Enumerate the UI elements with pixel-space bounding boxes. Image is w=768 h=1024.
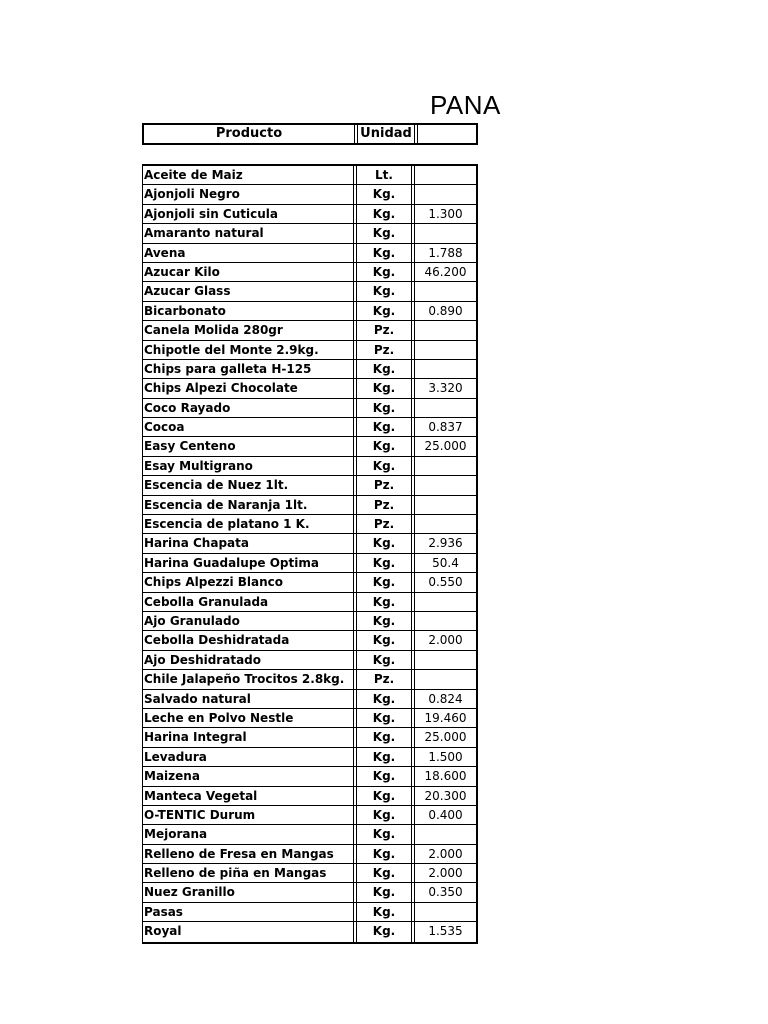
table-row xyxy=(143,806,476,825)
table-row xyxy=(143,670,476,689)
cell-unidad: Pz. xyxy=(356,321,412,339)
cell-unidad: Kg. xyxy=(356,651,412,669)
table-row xyxy=(143,612,476,631)
cell-cantidad xyxy=(414,341,476,359)
cell-unidad: Kg. xyxy=(356,787,412,805)
cell-cantidad xyxy=(414,825,476,843)
cell-unidad: Pz. xyxy=(356,496,412,514)
cell-unidad: Kg. xyxy=(356,457,412,475)
cell-cantidad: 3.320 xyxy=(414,379,476,397)
cell-unidad: Kg. xyxy=(356,360,412,378)
cell-producto: Escencia de Nuez 1lt. xyxy=(143,476,354,494)
table-row xyxy=(143,302,476,321)
cell-unidad: Pz. xyxy=(356,515,412,533)
cell-cantidad: 1.300 xyxy=(414,205,476,223)
table-row xyxy=(143,593,476,612)
cell-producto: Ajonjoli Negro xyxy=(143,185,354,203)
cell-producto: O-TENTIC Durum xyxy=(143,806,354,824)
table-row xyxy=(143,166,476,185)
table-row xyxy=(143,341,476,360)
table-row xyxy=(143,845,476,864)
table-row xyxy=(143,573,476,592)
cell-producto: Ajo Deshidratado xyxy=(143,651,354,669)
header-producto: Producto xyxy=(144,125,355,143)
cell-producto: Leche en Polvo Nestle xyxy=(143,709,354,727)
cell-cantidad: 2.000 xyxy=(414,631,476,649)
cell-producto: Bicarbonato xyxy=(143,302,354,320)
cell-cantidad xyxy=(414,593,476,611)
page-title: PANA xyxy=(430,90,501,120)
cell-cantidad: 0.837 xyxy=(414,418,476,436)
cell-producto: Amaranto natural xyxy=(143,224,354,242)
cell-producto: Royal xyxy=(143,922,354,941)
table-header xyxy=(142,123,478,145)
cell-unidad: Kg. xyxy=(356,612,412,630)
cell-unidad: Pz. xyxy=(356,670,412,688)
cell-producto: Chipotle del Monte 2.9kg. xyxy=(143,341,354,359)
cell-unidad: Kg. xyxy=(356,573,412,591)
cell-cantidad: 1.535 xyxy=(414,922,476,941)
cell-cantidad: 0.350 xyxy=(414,883,476,901)
cell-cantidad xyxy=(414,496,476,514)
cell-producto: Chips Alpezzi Blanco xyxy=(143,573,354,591)
cell-unidad: Kg. xyxy=(356,399,412,417)
cell-unidad: Kg. xyxy=(356,534,412,552)
cell-unidad: Kg. xyxy=(356,302,412,320)
cell-cantidad: 1.788 xyxy=(414,244,476,262)
table-row xyxy=(143,418,476,437)
cell-unidad: Kg. xyxy=(356,806,412,824)
cell-unidad: Kg. xyxy=(356,205,412,223)
cell-producto: Cebolla Deshidratada xyxy=(143,631,354,649)
table-row xyxy=(143,748,476,767)
cell-unidad: Kg. xyxy=(356,282,412,300)
cell-unidad: Kg. xyxy=(356,845,412,863)
cell-producto: Cebolla Granulada xyxy=(143,593,354,611)
cell-unidad: Kg. xyxy=(356,244,412,262)
cell-producto: Maizena xyxy=(143,767,354,785)
cell-unidad: Kg. xyxy=(356,224,412,242)
table-row xyxy=(143,825,476,844)
cell-producto: Salvado natural xyxy=(143,690,354,708)
table-row xyxy=(143,554,476,573)
cell-cantidad xyxy=(414,515,476,533)
cell-cantidad: 2.000 xyxy=(414,864,476,882)
table-row xyxy=(143,534,476,553)
cell-unidad: Kg. xyxy=(356,593,412,611)
cell-unidad: Kg. xyxy=(356,554,412,572)
cell-unidad: Kg. xyxy=(356,437,412,455)
cell-cantidad: 2.000 xyxy=(414,845,476,863)
table-row xyxy=(143,263,476,282)
cell-producto: Manteca Vegetal xyxy=(143,787,354,805)
cell-producto: Cocoa xyxy=(143,418,354,436)
header-unidad: Unidad xyxy=(357,125,415,143)
cell-cantidad: 0.550 xyxy=(414,573,476,591)
cell-cantidad: 2.936 xyxy=(414,534,476,552)
table-row xyxy=(143,205,476,224)
cell-producto: Harina Chapata xyxy=(143,534,354,552)
cell-unidad: Lt. xyxy=(356,166,412,184)
table-row xyxy=(143,728,476,747)
cell-cantidad xyxy=(414,282,476,300)
cell-producto: Harina Integral xyxy=(143,728,354,746)
cell-producto: Aceite de Maiz xyxy=(143,166,354,184)
cell-cantidad xyxy=(414,670,476,688)
cell-producto: Harina Guadalupe Optima xyxy=(143,554,354,572)
table-row xyxy=(143,224,476,243)
cell-cantidad: 0.824 xyxy=(414,690,476,708)
cell-unidad: Pz. xyxy=(356,341,412,359)
cell-producto: Esay Multigrano xyxy=(143,457,354,475)
table-row xyxy=(143,282,476,301)
table-row xyxy=(143,496,476,515)
cell-unidad: Kg. xyxy=(356,864,412,882)
cell-unidad: Kg. xyxy=(356,903,412,921)
cell-producto: Coco Rayado xyxy=(143,399,354,417)
table-row xyxy=(143,360,476,379)
cell-producto: Easy Centeno xyxy=(143,437,354,455)
cell-unidad: Kg. xyxy=(356,263,412,281)
cell-cantidad xyxy=(414,185,476,203)
cell-unidad: Kg. xyxy=(356,631,412,649)
cell-cantidad: 19.460 xyxy=(414,709,476,727)
cell-cantidad: 50.4 xyxy=(414,554,476,572)
cell-cantidad xyxy=(414,399,476,417)
cell-producto: Ajonjoli sin Cuticula xyxy=(143,205,354,223)
table-row xyxy=(143,903,476,922)
table-row xyxy=(143,185,476,204)
cell-cantidad xyxy=(414,166,476,184)
cell-producto: Pasas xyxy=(143,903,354,921)
cell-unidad: Kg. xyxy=(356,748,412,766)
table-row xyxy=(143,922,476,941)
product-table xyxy=(142,164,478,944)
cell-cantidad: 0.400 xyxy=(414,806,476,824)
cell-unidad: Kg. xyxy=(356,922,412,941)
cell-unidad: Kg. xyxy=(356,883,412,901)
cell-producto: Ajo Granulado xyxy=(143,612,354,630)
cell-cantidad: 46.200 xyxy=(414,263,476,281)
cell-producto: Relleno de Fresa en Mangas xyxy=(143,845,354,863)
cell-producto: Levadura xyxy=(143,748,354,766)
cell-producto: Chips Alpezi Chocolate xyxy=(143,379,354,397)
cell-cantidad: 20.300 xyxy=(414,787,476,805)
cell-producto: Nuez Granillo xyxy=(143,883,354,901)
table-row xyxy=(143,399,476,418)
cell-unidad: Kg. xyxy=(356,379,412,397)
cell-unidad: Kg. xyxy=(356,825,412,843)
cell-cantidad xyxy=(414,651,476,669)
cell-producto: Canela Molida 280gr xyxy=(143,321,354,339)
cell-cantidad xyxy=(414,224,476,242)
cell-producto: Relleno de piña en Mangas xyxy=(143,864,354,882)
table-row xyxy=(143,476,476,495)
table-row xyxy=(143,515,476,534)
table-row xyxy=(143,883,476,902)
table-row xyxy=(143,244,476,263)
cell-unidad: Kg. xyxy=(356,418,412,436)
cell-producto: Chile Jalapeño Trocitos 2.8kg. xyxy=(143,670,354,688)
table-row xyxy=(143,321,476,340)
table-row xyxy=(143,709,476,728)
cell-cantidad xyxy=(414,903,476,921)
header-cantidad xyxy=(417,125,476,143)
cell-cantidad: 18.600 xyxy=(414,767,476,785)
cell-cantidad: 1.500 xyxy=(414,748,476,766)
table-row xyxy=(143,651,476,670)
cell-cantidad xyxy=(414,457,476,475)
cell-cantidad: 25.000 xyxy=(414,728,476,746)
cell-unidad: Kg. xyxy=(356,767,412,785)
cell-unidad: Kg. xyxy=(356,185,412,203)
table-row xyxy=(143,864,476,883)
cell-producto: Mejorana xyxy=(143,825,354,843)
cell-cantidad xyxy=(414,360,476,378)
table-row xyxy=(143,767,476,786)
cell-producto: Azucar Glass xyxy=(143,282,354,300)
cell-cantidad xyxy=(414,612,476,630)
cell-unidad: Kg. xyxy=(356,709,412,727)
table-row xyxy=(143,787,476,806)
cell-producto: Azucar Kilo xyxy=(143,263,354,281)
cell-unidad: Pz. xyxy=(356,476,412,494)
table-row xyxy=(143,379,476,398)
table-row xyxy=(143,631,476,650)
cell-producto: Chips para galleta H-125 xyxy=(143,360,354,378)
cell-unidad: Kg. xyxy=(356,728,412,746)
cell-cantidad xyxy=(414,476,476,494)
cell-producto: Avena xyxy=(143,244,354,262)
cell-unidad: Kg. xyxy=(356,690,412,708)
table-row xyxy=(143,457,476,476)
table-row xyxy=(143,437,476,456)
cell-cantidad: 25.000 xyxy=(414,437,476,455)
table-row xyxy=(143,690,476,709)
cell-cantidad xyxy=(414,321,476,339)
cell-cantidad: 0.890 xyxy=(414,302,476,320)
cell-producto: Escencia de platano 1 K. xyxy=(143,515,354,533)
cell-producto: Escencia de Naranja 1lt. xyxy=(143,496,354,514)
